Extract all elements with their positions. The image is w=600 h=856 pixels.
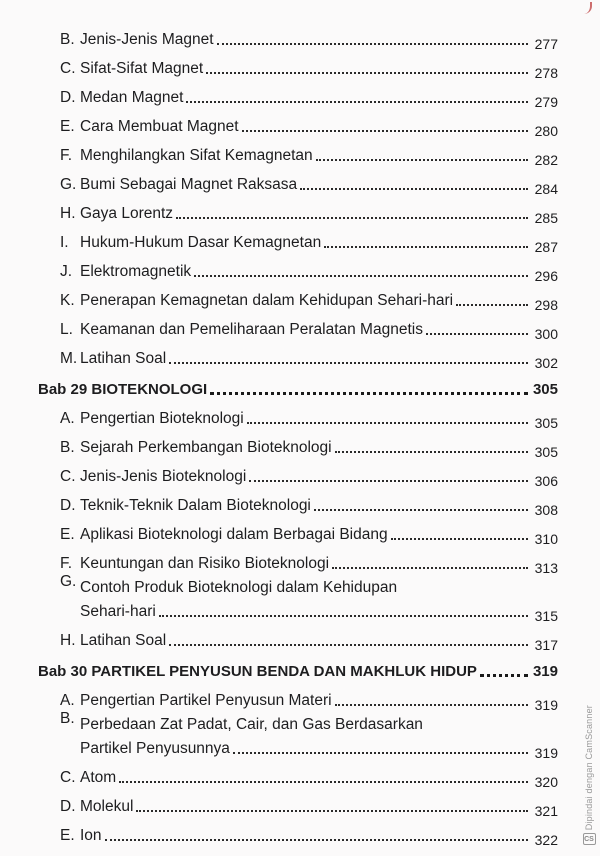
toc-entry-page: 287 [534, 239, 558, 255]
toc-entry-letter: E. [60, 118, 75, 135]
toc-entry-letter: E. [60, 827, 75, 844]
toc-entry-title-line1: Perbedaan Zat Padat, Cair, dan Gas Berdasarkan [80, 716, 423, 733]
toc-entry-title: Elektromagnetik [80, 263, 192, 280]
toc-chapter-page: 305 [532, 381, 558, 398]
dot-leader [426, 333, 528, 335]
toc-entry[interactable] [38, 78, 558, 110]
dot-leader [186, 101, 528, 103]
toc-entry-page: 285 [534, 210, 558, 226]
toc-entry[interactable] [38, 787, 558, 819]
toc-entry-page: 284 [534, 181, 558, 197]
toc-entry-title: Menghilangkan Sifat Kemagnetan [80, 147, 313, 164]
dot-leader [242, 130, 528, 132]
toc-entry-letter: B. [60, 710, 75, 727]
toc-entry[interactable] [38, 107, 558, 139]
toc-entry-title: Keamanan dan Pemeliharaan Peralatan Magnetis [80, 321, 423, 338]
dot-leader [136, 810, 528, 812]
toc-entry-page: 279 [534, 94, 558, 110]
toc-entry-title: Sifat-Sifat Magnet [80, 60, 204, 77]
toc-entry[interactable] [38, 310, 558, 342]
toc-entry-letter: B. [60, 31, 75, 48]
toc-entry-title: Pengertian Bioteknologi [80, 410, 244, 427]
toc-entry[interactable] [38, 20, 558, 52]
toc-entry-letter: G. [60, 176, 77, 193]
dot-leader [456, 304, 528, 306]
dot-leader [324, 246, 528, 248]
toc-entry-page: 305 [534, 415, 558, 431]
toc-entry-title: Ion [80, 827, 102, 844]
toc-entry[interactable] [38, 49, 558, 81]
toc-chapter-title: Bab 30 PARTIKEL PENYUSUN BENDA DAN MAKHLUK HIDUP [38, 663, 477, 680]
toc-entry-page: 313 [534, 560, 558, 576]
toc-chapter-heading[interactable] [38, 650, 558, 681]
toc-entry-title: Aplikasi Bioteknologi dalam Berbagai Bidang [80, 526, 388, 543]
toc-entry-page: 319 [534, 697, 558, 713]
dot-leader [206, 72, 528, 74]
toc-entry[interactable] [38, 573, 558, 624]
toc-entry-letter: H. [60, 632, 76, 649]
dot-leader [247, 422, 528, 424]
toc-entry-letter: C. [60, 60, 76, 77]
toc-entry[interactable] [38, 339, 558, 371]
toc-entry-page: 280 [534, 123, 558, 139]
toc-entry-title: Jenis-Jenis Bioteknologi [80, 468, 247, 485]
toc-entry-page: 322 [534, 832, 558, 848]
dot-leader [210, 392, 528, 395]
toc-entry-page: 320 [534, 774, 558, 790]
toc-entry-title: Latihan Soal [80, 350, 167, 367]
toc-entry[interactable] [38, 758, 558, 790]
toc-chapter-heading[interactable] [38, 368, 558, 399]
toc-entry-title: Teknik-Teknik Dalam Bioteknologi [80, 497, 311, 514]
toc-entry-title-line2: Partikel Penyusunnya [80, 740, 230, 757]
toc-entry-page: 296 [534, 268, 558, 284]
toc-entry[interactable] [38, 816, 558, 848]
toc-entry-letter: B. [60, 439, 75, 456]
toc-entry-title: Hukum-Hukum Dasar Kemagnetan [80, 234, 322, 251]
toc-entry-letter: D. [60, 89, 76, 106]
toc-chapter-page: 319 [532, 663, 558, 680]
toc-entry-title: Pengertian Partikel Penyusun Materi [80, 692, 332, 709]
dot-leader [233, 752, 528, 754]
toc-entry[interactable] [38, 515, 558, 547]
toc-entry-title: Latihan Soal [80, 632, 167, 649]
toc-entry-title: Keuntungan dan Risiko Bioteknologi [80, 555, 330, 572]
dot-leader [335, 451, 528, 453]
toc-entry-letter: L. [60, 321, 73, 338]
watermark-text: Dipindai dengan CamScanner [584, 705, 594, 831]
toc-entry[interactable] [38, 428, 558, 460]
toc-entry[interactable] [38, 621, 558, 653]
toc-entry[interactable] [38, 281, 558, 313]
toc-entry-title: Sejarah Perkembangan Bioteknologi [80, 439, 332, 456]
toc-entry[interactable] [38, 136, 558, 168]
toc-entry-letter: G. [60, 573, 77, 590]
toc-entry-letter: F. [60, 555, 73, 572]
toc-entry-page: 319 [534, 745, 558, 761]
toc-entry-letter: J. [60, 263, 73, 280]
dot-leader [159, 615, 528, 617]
toc-entry[interactable] [38, 223, 558, 255]
toc-entry-letter: D. [60, 798, 76, 815]
toc-entry-page: 300 [534, 326, 558, 342]
dot-leader [169, 644, 528, 646]
toc-entry[interactable] [38, 457, 558, 489]
toc-entry-page: 315 [534, 608, 558, 624]
toc-entry[interactable] [38, 486, 558, 518]
toc-entry-page: 308 [534, 502, 558, 518]
toc-entry-page: 321 [534, 803, 558, 819]
toc-entry[interactable] [38, 252, 558, 284]
toc-entry-title: Medan Magnet [80, 89, 184, 106]
toc-entry-page: 282 [534, 152, 558, 168]
toc-entry-letter: I. [60, 234, 69, 251]
toc-entry-letter: D. [60, 497, 76, 514]
toc-entry-page: 310 [534, 531, 558, 547]
toc-entry-letter: E. [60, 526, 75, 543]
toc-entry-letter: A. [60, 692, 75, 709]
dot-leader [217, 43, 528, 45]
toc-entry-page: 298 [534, 297, 558, 313]
toc-entry[interactable] [38, 710, 558, 761]
toc-entry-letter: M. [60, 350, 78, 367]
toc-entry-title: Molekul [80, 798, 134, 815]
scanner-watermark [582, 705, 596, 845]
toc-entry-title: Gaya Lorentz [80, 205, 174, 222]
toc-entry-letter: H. [60, 205, 76, 222]
toc-entry-letter: K. [60, 292, 75, 309]
dot-leader [194, 275, 528, 277]
toc-entry-letter: C. [60, 769, 76, 786]
dot-leader [176, 217, 528, 219]
corner-mark [580, 2, 592, 14]
dot-leader [314, 509, 528, 511]
dot-leader [391, 538, 528, 540]
toc-entry-page: 306 [534, 473, 558, 489]
dot-leader [480, 674, 528, 677]
toc-entry[interactable] [38, 194, 558, 226]
dot-leader [316, 159, 528, 161]
toc-entry[interactable] [38, 165, 558, 197]
toc-entry-title-line1: Contoh Produk Bioteknologi dalam Kehidupan [80, 579, 398, 596]
toc-entry-title: Jenis-Jenis Magnet [80, 31, 214, 48]
toc-entry-letter: F. [60, 147, 73, 164]
toc-entry[interactable] [38, 681, 558, 713]
toc-entry-letter: A. [60, 410, 75, 427]
toc-chapter-title: Bab 29 BIOTEKNOLOGI [38, 381, 208, 398]
toc-entry-title: Penerapan Kemagnetan dalam Kehidupan Sehari-hari [80, 292, 454, 309]
toc-entry-title: Cara Membuat Magnet [80, 118, 239, 135]
toc-entry-title-line2: Sehari-hari [80, 603, 156, 620]
toc-entry-page: 277 [534, 36, 558, 52]
toc-entry-title: Bumi Sebagai Magnet Raksasa [80, 176, 298, 193]
dot-leader [335, 704, 528, 706]
dot-leader [105, 839, 528, 841]
toc-entry-letter: C. [60, 468, 76, 485]
toc-entry-page: 317 [534, 637, 558, 653]
toc-entry-page: 278 [534, 65, 558, 81]
toc-entry-page: 305 [534, 444, 558, 460]
dot-leader [249, 480, 528, 482]
dot-leader [300, 188, 528, 190]
toc-entry[interactable] [38, 544, 558, 576]
camscanner-icon: CS [583, 833, 596, 845]
table-of-contents [38, 20, 558, 848]
toc-entry[interactable] [38, 399, 558, 431]
dot-leader [169, 362, 528, 364]
dot-leader [332, 567, 528, 569]
dot-leader [119, 781, 528, 783]
toc-entry-page: 302 [534, 355, 558, 371]
toc-entry-title: Atom [80, 769, 117, 786]
